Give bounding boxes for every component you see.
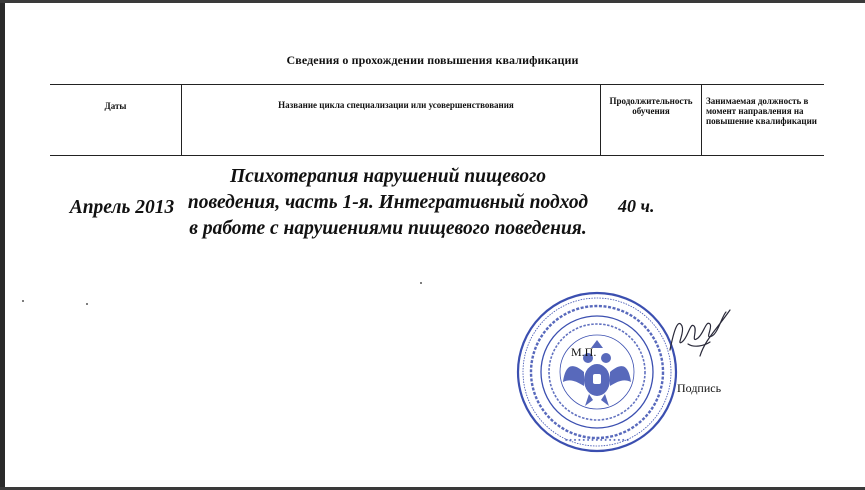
scan-speck — [86, 303, 88, 305]
stamp-place-label: М.П. — [571, 345, 597, 359]
row-duration: 40 ч. — [618, 196, 655, 216]
row-date: Апрель 2013 — [69, 197, 175, 218]
column-header-position: Занимаемая должность в момент направления на повышение квалификации — [706, 96, 817, 126]
table-header — [50, 84, 824, 156]
column-header-course-name: Название цикла специализации или усовершенствования — [182, 85, 601, 155]
svg-text:∙∙∙∙∙∙∙∙∙∙∙∙∙∙∙: ∙∙∙∙∙∙∙∙∙∙∙∙∙∙∙ — [564, 436, 630, 444]
column-header-dates: Даты — [50, 85, 182, 155]
scan-border-top — [0, 0, 865, 3]
document-heading: Сведения о прохождении повышения квалификации — [286, 53, 579, 67]
column-header-duration: Продолжительность обучения — [601, 85, 702, 155]
official-seal — [515, 290, 679, 454]
handwritten-signature — [660, 300, 740, 362]
scan-border-left — [0, 0, 5, 490]
scan-speck — [420, 282, 422, 284]
signature-label: Подпись — [677, 381, 722, 395]
row-course-name: Психотерапия нарушений пищевого поведения, часть 1-я. Интегративный подход в работе с нарушениями пищевого поведения. — [187, 166, 589, 239]
scan-speck — [22, 300, 24, 302]
